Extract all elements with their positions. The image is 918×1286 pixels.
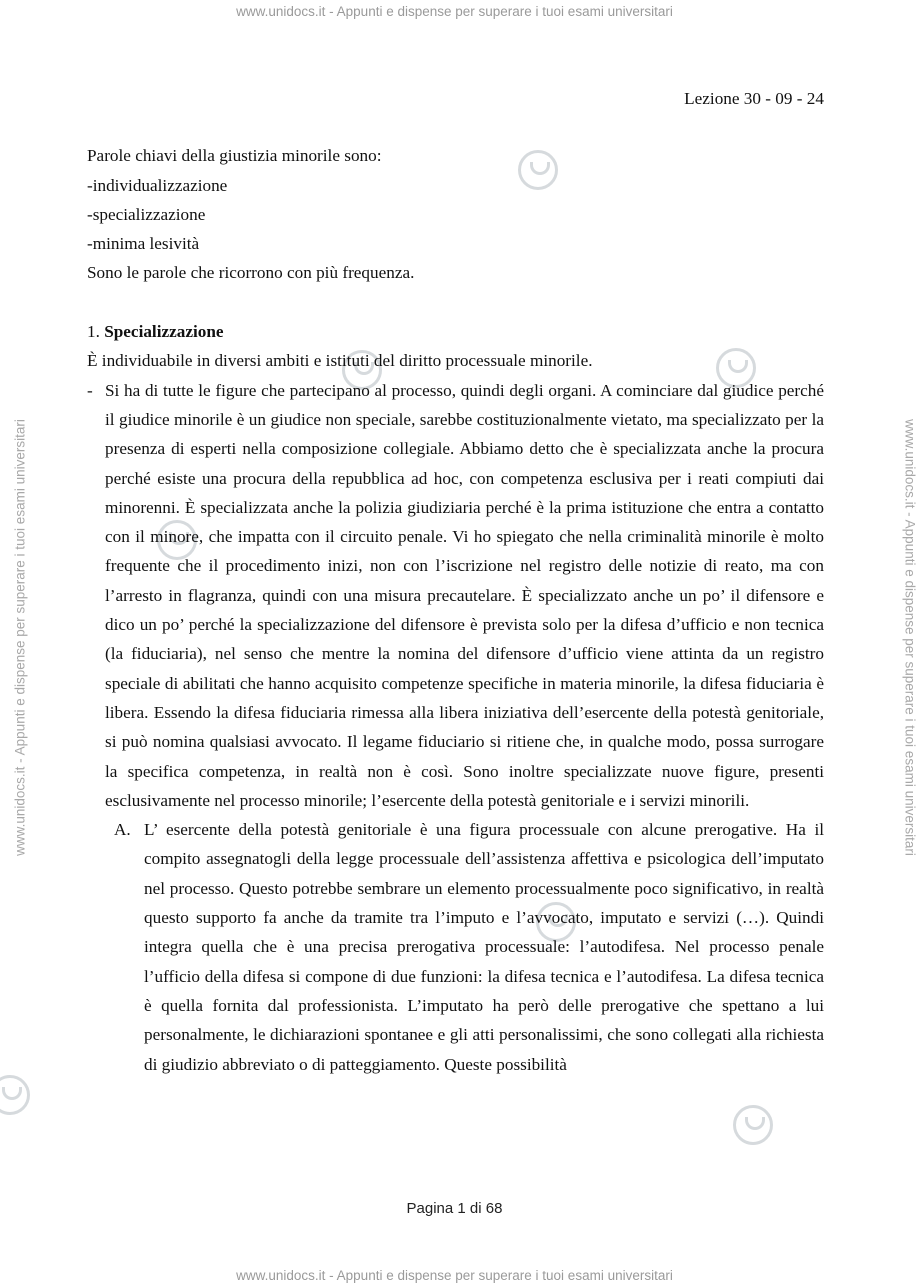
intro-line: Parole chiavi della giustizia minorile sono: [87, 146, 382, 166]
watermark-left: www.unidocs.it - Appunti e dispense per superare i tuoi esami universitari [12, 419, 28, 856]
section-title: Specializzazione [104, 322, 224, 342]
intro-line: -individualizzazione [87, 175, 228, 195]
list-item-a [87, 815, 824, 1079]
lecture-date: Lezione 30 - 09 - 24 [684, 89, 824, 108]
intro-line: -specializzazione [87, 204, 206, 224]
unidocs-logo-icon [0, 1075, 30, 1115]
section-number: 1. [87, 322, 105, 342]
unidocs-logo-icon [733, 1105, 773, 1145]
watermark-right: www.unidocs.it - Appunti e dispense per superare i tuoi esami universitari [902, 419, 918, 856]
bullet-text: Si ha di tutte le figure che partecipano al processo, quindi degli organi. A cominciare dal giudice perché il giudice minorile è un giudice non speciale, sarebbe costituzionalmente vietato, ma specializzato per la presenza di esperti nella composizione collegiale. Abbiamo detto che è specializzata anche la procura perché esiste una procura della repubblica ad hoc, con competenza esclusiva per i reati compiuti dai minorenni. È specializzata anche la polizia giudiziaria perché è la prima istituzione che entra a contatto con il minore, che impatta con il circuito penale. Vi ho spiegato che nella criminalità minorile è molto frequente che il procedimento inizi, non con l’iscrizione nel registro delle notizie di reato, ma con l’arresto in flagranza, quindi con una misura precautelare. È specializzato anche un po’ il difensore e dico un po’ perché la specializzazione del difensore è prevista solo per la difesa d’ufficio e non tecnica (la fiduciaria), nel senso che mentre la nomina del difensore d’ufficio viene attinta da un registro speciale di abilitati che hanno acquisito competenze specifiche in materia minorile, la difesa fiduciaria è libera. Essendo la difesa fiduciaria rimessa alla libera iniziativa dell’esercente della potestà genitoriale, si può nomina qualsiasi avvocato. Il legame fiduciario si ritiene che, in qualche modo, possa surrogare la specifica competenza, in realtà non è così. Sono inoltre specializzate nuove figure, presenti esclusivamente nel processo minorile; l’esercente della potestà genitoriale e i servizi minorili. [105, 380, 824, 810]
bullet-mark: - [87, 380, 93, 400]
section-heading [87, 317, 824, 346]
bullet-paragraph [87, 376, 824, 815]
watermark-bottom: www.unidocs.it - Appunti e dispense per superare i tuoi esami universitari [236, 1268, 673, 1283]
page-number: Pagina 1 di 68 [406, 1200, 503, 1217]
document-page [87, 84, 824, 1079]
intro-line: -minima lesività [87, 234, 200, 254]
list-item-a-text: L’ esercente della potestà genitoriale è una figura processuale con alcune prerogative. Ha il compito assegnatogli della legge processuale dell’assistenza affettiva e psicologica dell’imputato nel processo. Questo potrebbe sembrare un elemento processualmente poco significativo, in realtà questo supporto fa anche da tramite tra l’imputo e l’avvocato, imputato e servizi (…). Quindi integra quella che è una precisa prerogativa processuale: l’autodifesa. Nel processo penale l’ufficio della difesa si compone di due funzioni: la difesa tecnica e l’autodifesa. La difesa tecnica è quella fornita dal professionista. L’imputato ha però delle prerogative che spettano a lui personalmente, le dichiarazioni spontanee e gli atti personalissimi, che sono collegati alla richiesta di giudizio abbreviato o di patteggiamento. Queste possibilità [144, 820, 824, 1074]
intro-line: Sono le parole che ricorrono con più frequenza. [87, 263, 415, 283]
list-item-a-mark: A. [114, 820, 131, 840]
section-lead: È individuabile in diversi ambiti e istituti del diritto processuale minorile. [87, 351, 593, 371]
watermark-top: www.unidocs.it - Appunti e dispense per superare i tuoi esami universitari [236, 4, 673, 19]
